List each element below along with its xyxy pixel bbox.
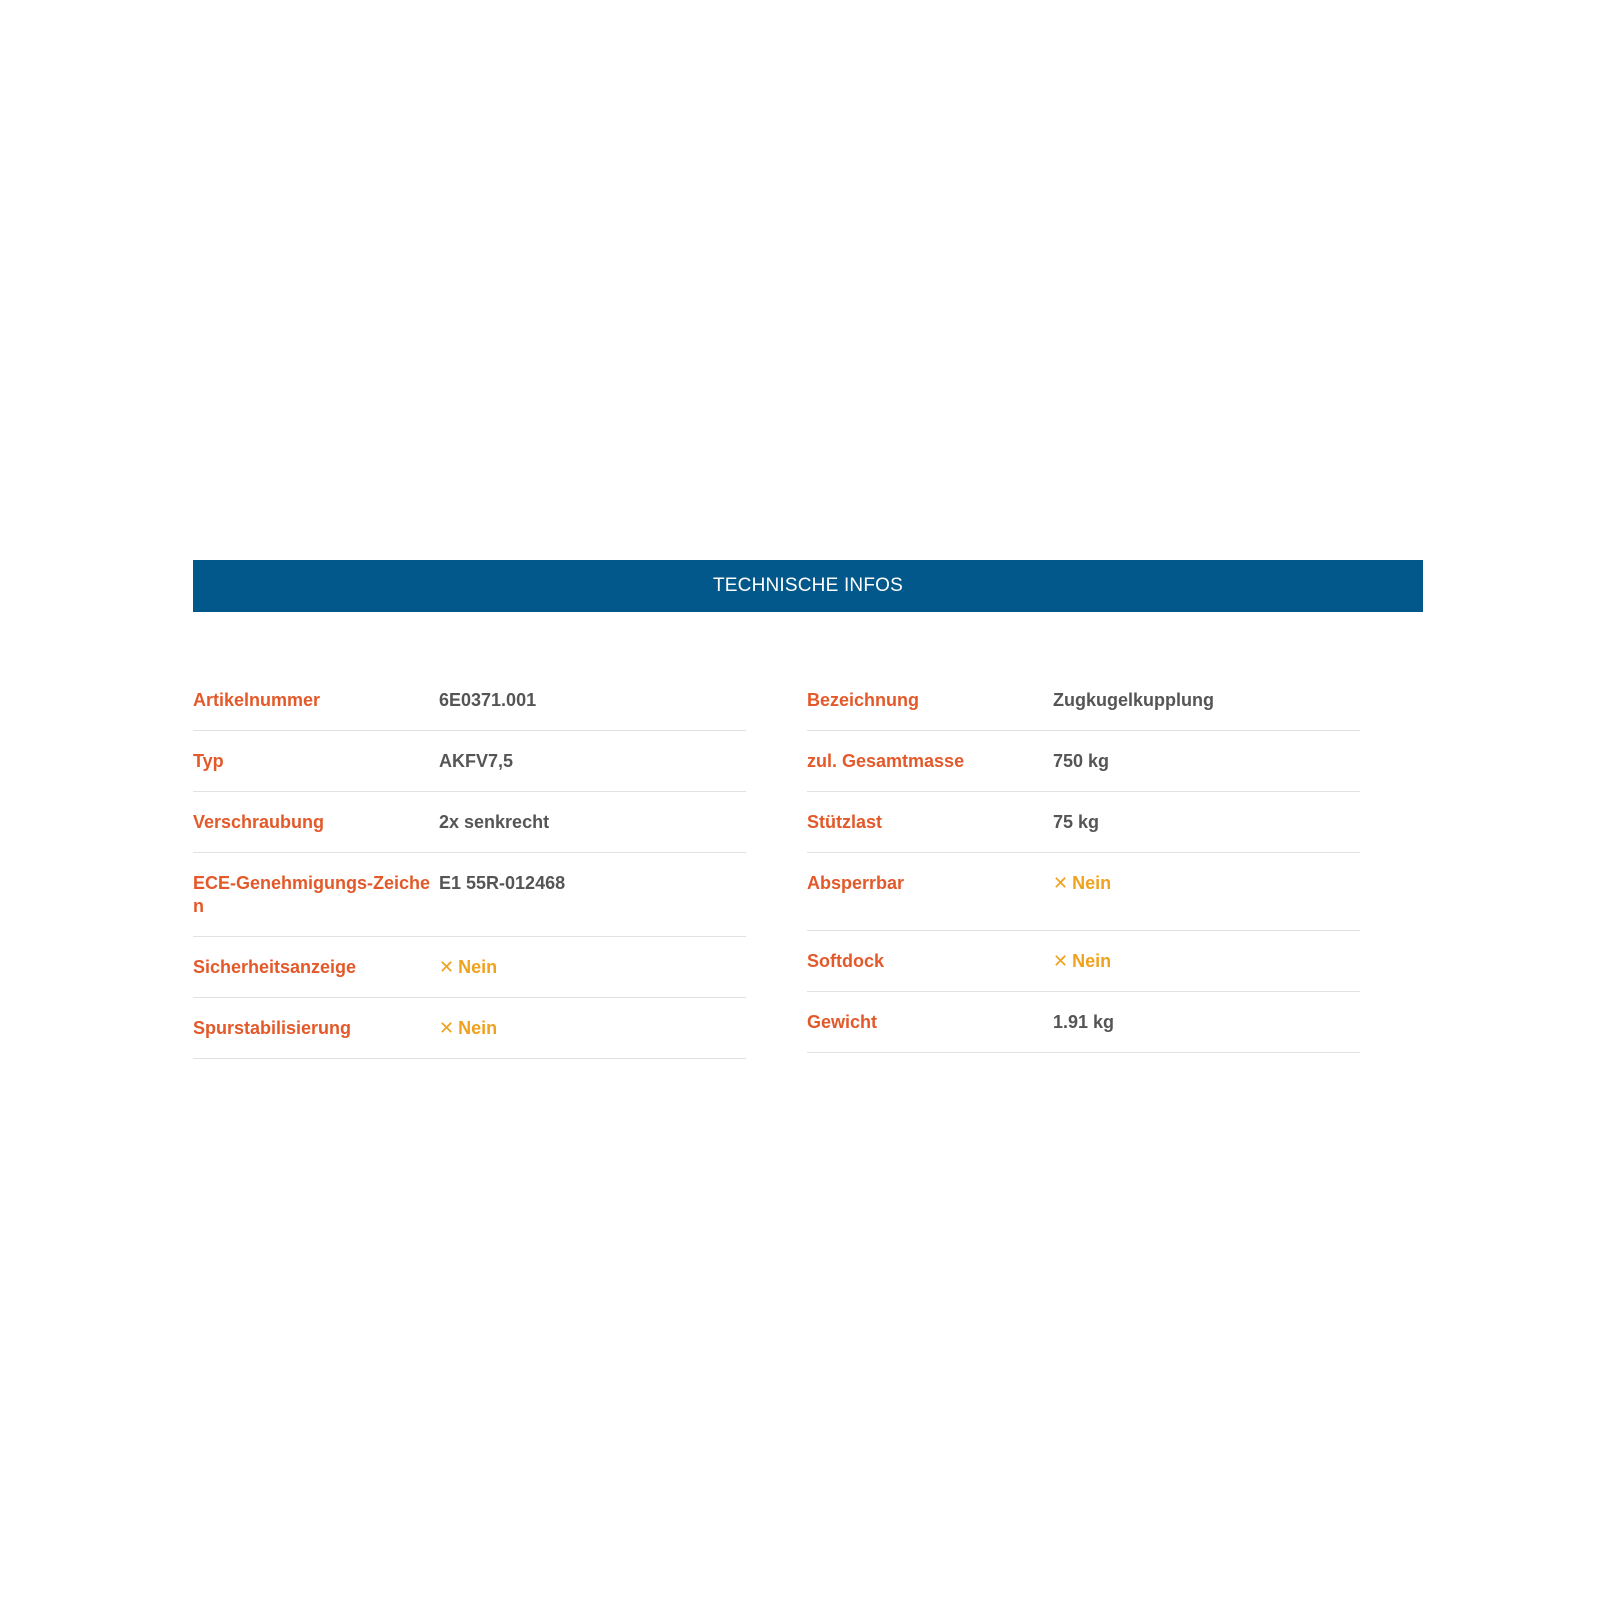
- section-header-bar: [193, 560, 1423, 612]
- spec-row: [807, 792, 1360, 853]
- spec-row: [193, 853, 746, 937]
- spec-label: ECE-Genehmigungs-Zeichen: [193, 873, 431, 916]
- spec-row: [193, 937, 746, 998]
- x-icon: ✕: [1053, 951, 1069, 971]
- spec-columns: [193, 670, 1423, 1070]
- spec-value-negative: [439, 956, 746, 979]
- spec-label: Absperrbar: [807, 873, 905, 893]
- spec-value-text: Nein: [1072, 951, 1112, 971]
- spec-label: Spurstabilisierung: [193, 1018, 352, 1038]
- spec-label: Bezeichnung: [807, 690, 920, 710]
- spec-value: AKFV7,5: [439, 751, 514, 771]
- spec-value: 75 kg: [1053, 812, 1100, 832]
- spec-value-negative: [1053, 950, 1360, 973]
- spec-row: [807, 931, 1360, 992]
- spec-label: Sicherheitsanzeige: [193, 957, 357, 977]
- spec-row: [807, 992, 1360, 1053]
- spec-value-negative: [1053, 872, 1360, 912]
- spec-row: [193, 731, 746, 792]
- spec-row: [807, 670, 1360, 731]
- spec-label: zul. Gesamtmasse: [807, 751, 965, 771]
- spec-row: [807, 731, 1360, 792]
- spec-label: Typ: [193, 751, 224, 771]
- spec-value: Zugkugelkupplung: [1053, 690, 1214, 710]
- spec-value: 750 kg: [1053, 751, 1110, 771]
- spec-value: E1 55R-012468: [439, 873, 566, 893]
- spec-column-right: [807, 670, 1360, 1053]
- spec-label: Artikelnummer: [193, 690, 321, 710]
- spec-value-text: Nein: [458, 1018, 498, 1038]
- spec-row: [193, 670, 746, 731]
- spec-label: Stützlast: [807, 812, 883, 832]
- x-icon: ✕: [439, 957, 455, 977]
- spec-value-text: Nein: [458, 957, 498, 977]
- spec-label: Verschraubung: [193, 812, 325, 832]
- x-icon: ✕: [439, 1018, 455, 1038]
- spec-label: Gewicht: [807, 1012, 878, 1032]
- spec-value: 2x senkrecht: [439, 812, 550, 832]
- spec-value: 6E0371.001: [439, 690, 537, 710]
- spec-row: [193, 998, 746, 1059]
- x-icon: ✕: [1053, 873, 1069, 893]
- spec-row: [807, 853, 1360, 931]
- spec-value-negative: [439, 1017, 746, 1040]
- spec-value-text: Nein: [1072, 873, 1112, 893]
- spec-value: 1.91 kg: [1053, 1012, 1115, 1032]
- spec-row: [193, 792, 746, 853]
- section-title: TECHNISCHE INFOS: [712, 575, 904, 596]
- spec-label: Softdock: [807, 951, 885, 971]
- spec-column-left: [193, 670, 746, 1059]
- technical-info-section: [193, 560, 1423, 1070]
